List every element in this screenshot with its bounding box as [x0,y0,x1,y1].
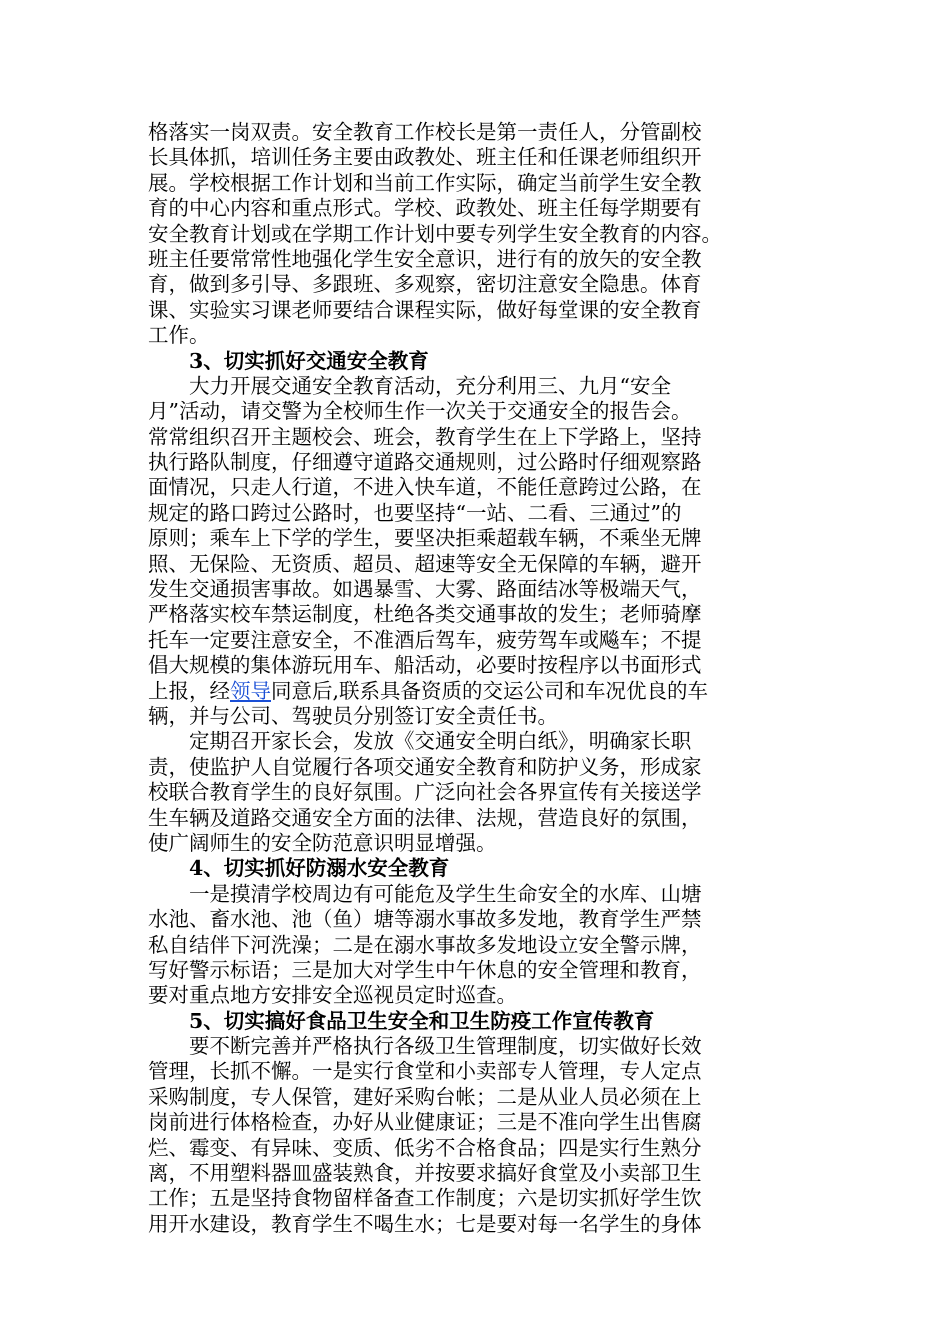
section3-paragraph-2 [148,729,808,856]
text-line: 展。学校根据工作计划和当前工作实际，确定当前学生安全教 [148,170,702,195]
text-segment: 同意后,联系具备资质的交运公司和车况优良的车 [271,678,709,703]
text-line: 规定的路口跨过公路时，也要坚持“一站、二看、三通过”的 [148,500,682,525]
section4-paragraph [148,882,808,1009]
leader-link[interactable]: 领导 [230,678,271,703]
text-line: 班主任要常常性地强化学生安全意识，进行有的放矢的安全教 [148,246,702,271]
text-line: 严格落实校车禁运制度，杜绝各类交通事故的发生；老师骑摩 [148,602,702,627]
text-line: 课、实验实习课老师要结合课程实际，做好每堂课的安全教育 [148,297,702,322]
text-line: 要对重点地方安排安全巡视员定时巡查。 [148,983,517,1008]
document-page [148,120,808,1237]
text-line: 烂、霉变、有异味、变质、低劣不合格食品；四是实行生熟分 [148,1135,702,1160]
text-line: 工作；五是坚持食物留样备查工作制度；六是切实抓好学生饮 [148,1186,702,1211]
text-line: 育的中心内容和重点形式。学校、政教处、班主任每学期要有 [148,196,702,221]
text-line: 托车一定要注意安全，不准酒后驾车，疲劳驾车或飚车；不提 [148,627,702,652]
text-line-with-link [148,679,808,704]
section5-paragraph [148,1034,808,1237]
text-line: 格落实一岗双责。安全教育工作校长是第一责任人，分管副校 [148,120,702,144]
text-line: 岗前进行体格检查，办好从业健康证；三是不准向学生出售腐 [148,1110,702,1135]
text-line: 工作。 [148,323,210,348]
text-line: 面情况，只走人行道，不进入快车道，不能任意跨过公路，在 [148,475,702,500]
text-line: 大力开展交通安全教育活动，充分利用三、九月“安全 [189,373,671,398]
section5-heading: 5、切实搞好食品卫生安全和卫生防疫工作宣传教育 [189,1008,655,1033]
text-line: 采购制度，专人保管，建好采购台帐；二是从业人员必须在上 [148,1084,702,1109]
text-line: 水池、畜水池、池（鱼）塘等溺水事故多发地，教育学生严禁 [148,907,702,932]
text-line: 倡大规模的集体游玩用车、船活动，必要时按程序以书面形式 [148,653,702,678]
text-line: 常常组织召开主题校会、班会，教育学生在上下学路上，坚持 [148,424,702,449]
section3-paragraph-1 [148,374,808,729]
text-line: 责，使监护人自觉履行各项交通安全教育和防护义务，形成家 [148,754,702,779]
text-line: 定期召开家长会，发放《交通安全明白纸》，明确家长职 [189,729,692,754]
text-line: 生车辆及道路交通安全方面的法律、法规，营造良好的氛围， [148,805,702,830]
section2-paragraph [148,120,808,349]
text-line: 写好警示标语；三是加大对学生中午休息的安全管理和教育， [148,957,702,982]
text-line: 照、无保险、无资质、超员、超速等安全无保障的车辆，避开 [148,551,702,576]
text-line: 使广阔师生的安全防范意识明显增强。 [148,830,497,855]
text-line: 长具体抓，培训任务主要由政教处、班主任和任课老师组织开 [148,145,702,170]
text-line: 一是摸清学校周边有可能危及学生生命安全的水库、山塘 [189,881,702,906]
text-segment: 上报，经 [148,678,230,703]
section4-heading: 4、切实抓好防溺水安全教育 [189,856,450,881]
text-line: 要不断完善并严格执行各级卫生管理制度，切实做好长效 [189,1034,702,1059]
text-line: 管理，长抓不懈。一是实行食堂和小卖部专人管理，专人定点 [148,1059,702,1084]
text-line: 发生交通损害事故。如遇暴雪、大雾、路面结冰等极端天气， [148,577,702,602]
text-line: 执行路队制度，仔细遵守道路交通规则，过公路时仔细观察路 [148,450,702,475]
text-line: 离，不用塑料器皿盛装熟食，并按要求搞好食堂及小卖部卫生 [148,1161,702,1186]
text-line: 原则；乘车上下学的学生，要坚决拒乘超载车辆，不乘坐无牌 [148,526,702,551]
section3-heading: 3、切实抓好交通安全教育 [189,348,429,373]
text-line: 月”活动，请交警为全校师生作一次关于交通安全的报告会。 [148,399,692,424]
text-line: 用开水建设，教育学生不喝生水；七是要对每一名学生的身体 [148,1211,702,1236]
text-line: 安全教育计划或在学期工作计划中要专列学生安全教育的内容。 [148,221,722,246]
text-line: 辆，并与公司、驾驶员分别签订安全责任书。 [148,703,558,728]
text-line: 私自结伴下河洗澡；二是在溺水事故多发地设立安全警示牌， [148,932,702,957]
text-line: 校联合教育学生的良好氛围。广泛向社会各界宣传有关接送学 [148,780,702,805]
text-line: 育，做到多引导、多跟班、多观察，密切注意安全隐患。体育 [148,272,702,297]
